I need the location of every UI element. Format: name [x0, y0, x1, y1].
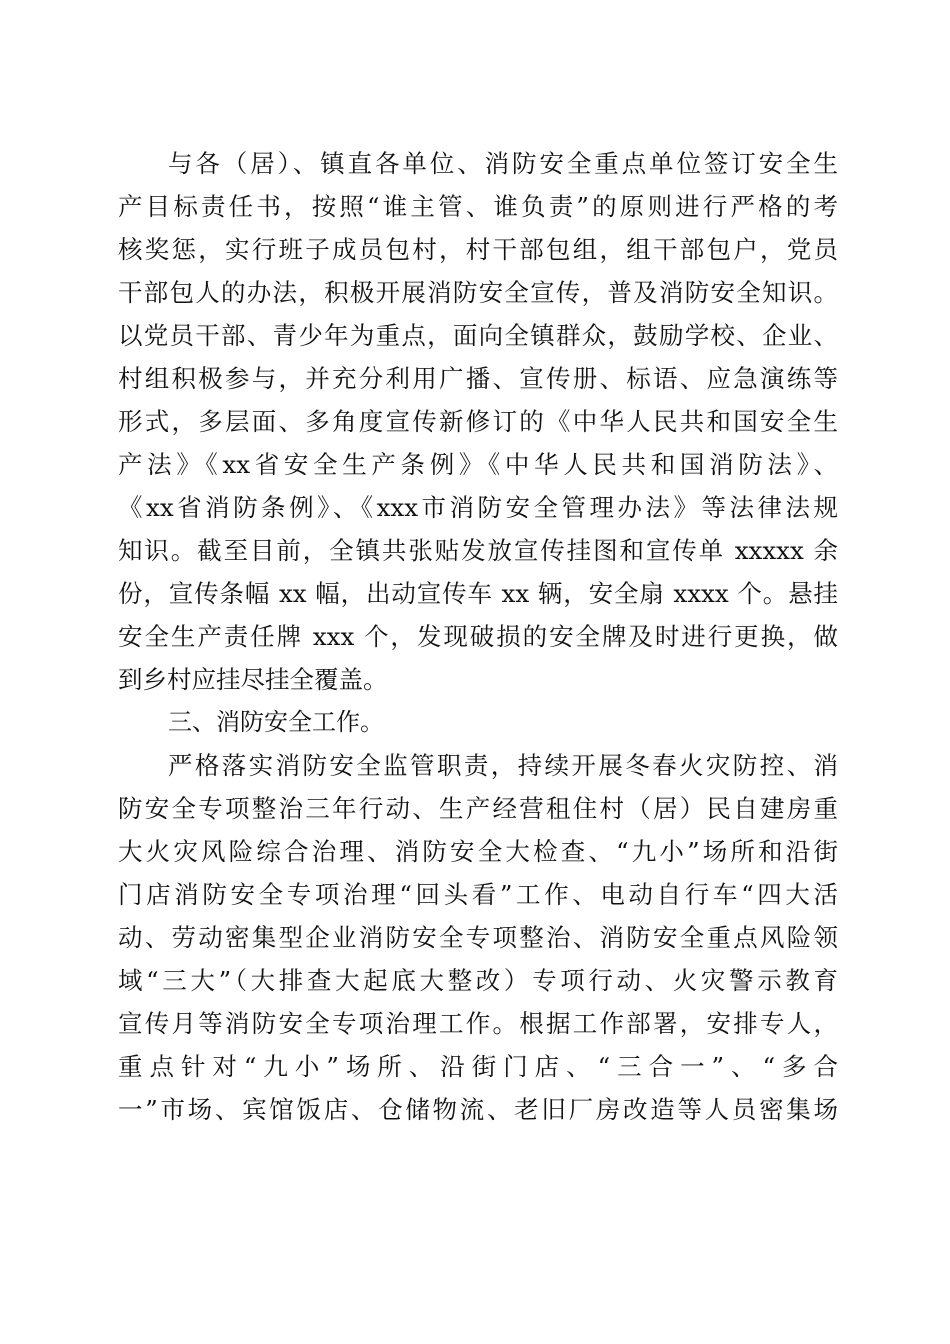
paragraph-publicity — [118, 142, 838, 701]
text-line: 一”市场、宾馆饭店、仓储物流、老旧厂房改造等人员密集场 — [118, 1095, 838, 1124]
section-heading: 三、消防安全工作。 — [168, 708, 384, 736]
text-line: 干部包人的办法，积极开展消防安全宣传，普及消防安全知识。 — [118, 278, 838, 307]
text-line: 安全生产责任牌 xxx 个，发现破损的安全牌及时进行更换，做 — [118, 622, 838, 651]
text-line: 到乡村应挂尽挂全覆盖。 — [118, 665, 388, 694]
text-line: 《xx省消防条例》、《xxx市消防安全管理办法》等法律法规 — [118, 493, 838, 522]
text-line: 村组积极参与，并充分利用广播、宣传册、标语、应急演练等 — [118, 364, 838, 393]
text-line: 严格落实消防安全监管职责，持续开展冬春火灾防控、消 — [168, 751, 838, 780]
text-line: 产目标责任书，按照“谁主管、谁负责”的原则进行严格的考 — [118, 192, 838, 221]
document-body — [118, 142, 838, 1131]
text-line: 大火灾风险综合治理、消防安全大检查、“九小”场所和沿街 — [118, 837, 838, 866]
text-line: 宣传月等消防安全专项治理工作。根据工作部署，安排专人， — [118, 1009, 838, 1038]
text-line: 产法》《xx省安全生产条例》《中华人民共和国消防法》、 — [118, 450, 838, 479]
text-line: 与各（居）、镇直各单位、消防安全重点单位签订安全生 — [168, 149, 838, 178]
text-line: 核奖惩，实行班子成员包村，村干部包组，组干部包户，党员 — [118, 235, 838, 264]
text-line: 知识。截至目前，全镇共张贴发放宣传挂图和宣传单 xxxxx 余 — [118, 536, 838, 565]
text-line: 以党员干部、青少年为重点，面向全镇群众，鼓励学校、企业、 — [118, 321, 838, 350]
text-line: 域“三大”（大排查大起底大整改）专项行动、火灾警示教育 — [118, 966, 838, 995]
text-line: 份，宣传条幅 xx 幅，出动宣传车 xx 辆，安全扇 xxxx 个。悬挂 — [118, 579, 838, 608]
paragraph-fire-safety — [118, 744, 838, 1131]
text-line: 防安全专项整治三年行动、生产经营租住村（居）民自建房重 — [118, 794, 838, 823]
text-line: 门店消防安全专项治理“回头看”工作、电动自行车“四大活 — [118, 880, 838, 909]
text-line: 动、劳动密集型企业消防安全专项整治、消防安全重点风险领 — [118, 923, 838, 952]
text-line: 重点针对“九小”场所、沿街门店、“三合一”、“多合 — [118, 1052, 838, 1081]
text-line: 形式，多层面、多角度宣传新修订的《中华人民共和国安全生 — [118, 407, 838, 436]
